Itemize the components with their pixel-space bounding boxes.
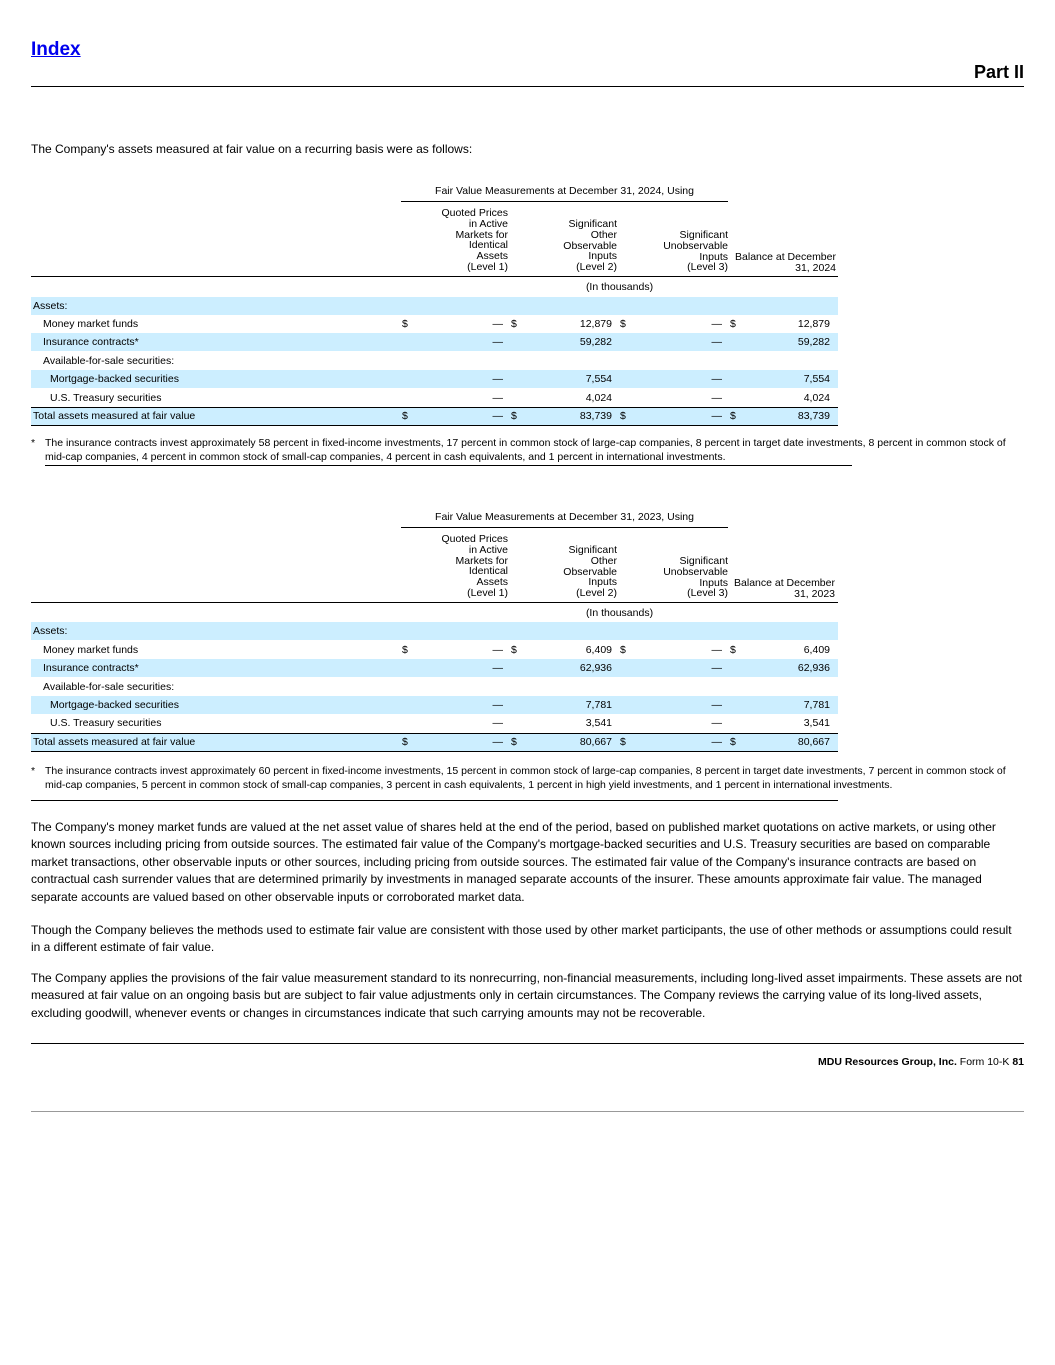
paragraph-valuation: The Company's money market funds are valued at the net asset value of shares held at the end of the period, based on published market quotations on active markets, or using other known sources including pricing from outside sources. The estimated fair value of the Company's mortgage-backed securities and U.S. Treasury securities are based on comparable market transactions, other observable inputs or other sources, including pricing from outside sources. The estimated fair value of the Company's insurance contracts are based on contractual cash surrender values that are determined primarily by investments in managed separate accounts of the insurer. These amounts approximate fair value. The managed separate accounts are valued based on other observable inputs or corroborated market data. bbox=[31, 820, 996, 904]
units-label: (In thousands) bbox=[585, 281, 654, 293]
col-header-level2: Significant Other Observable Inputs (Level 2) bbox=[563, 544, 617, 600]
table-row-total: Total assets measured at fair value $ — $ 83,739 $ — $ 83,739 bbox=[31, 407, 838, 426]
page-number: 81 bbox=[1012, 1056, 1024, 1068]
col-header-balance: Balance at December 31, 2024 bbox=[735, 251, 836, 274]
col-header-balance: Balance at December 31, 2023 bbox=[734, 577, 835, 600]
footnote-2024: * The insurance contracts invest approximately 58 percent in fixed-income investments, 17 percent in common stock of large-cap companies, 8 percent in target date investments, 8 percent in common stock of mid-cap companies, 4 percent in common stock of small-cap companies, 4 percent in cash equivalents, and 1 percent in international investments. bbox=[31, 437, 1006, 463]
part-heading: Part II bbox=[973, 62, 1024, 82]
col-header-level3: Significant Unobservable Inputs (Level 3) bbox=[663, 555, 728, 600]
col-header-level1: Quoted Prices in Active Markets for Identical Assets (Level 1) bbox=[441, 207, 508, 273]
paragraph-methods: Though the Company believes the methods used to estimate fair value are consistent with those used by other market participants, the use of other methods or assumptions could result in a different estimate of fair value. bbox=[31, 923, 1012, 955]
col-header-level3: Significant Unobservable Inputs (Level 3) bbox=[663, 229, 728, 274]
header-rule bbox=[31, 276, 838, 277]
header-rule bbox=[31, 602, 838, 603]
units-label: (In thousands) bbox=[585, 607, 654, 619]
header-rule bbox=[31, 86, 1024, 87]
footer-form: Form 10-K bbox=[959, 1056, 1010, 1068]
table-row: Available-for-sale securities: bbox=[43, 355, 175, 367]
table-row: Money market funds $ — $ 6,409 $ — $ 6,409 bbox=[43, 644, 830, 656]
table-using-heading: Fair Value Measurements at December 31, 2023, Using bbox=[401, 511, 728, 528]
paragraph-nonrecurring: The Company applies the provisions of the fair value measurement standard to its nonrecurring, non-financial measurements, including long-lived asset impairments. These assets are not measured at fair value on an ongoing basis but are subject to fair value adjustments only in certain circumstances. The Company reviews the carrying value of its long-lived assets, excluding goodwill, whenever events or changes in circumstances indicate that such carrying amounts may not be recoverable. bbox=[31, 971, 1022, 1020]
table-row: Mortgage-backed securities — 7,781 — 7,781 bbox=[31, 696, 838, 714]
col-header-level2: Significant Other Observable Inputs (Level 2) bbox=[563, 218, 617, 274]
page-footer bbox=[818, 1056, 1024, 1068]
table-row: Mortgage-backed securities — 7,554 — 7,554 bbox=[31, 370, 838, 388]
table-row: Assets: bbox=[31, 297, 838, 315]
footer-rule bbox=[31, 1043, 1024, 1044]
table-row: Assets: bbox=[31, 622, 838, 640]
table-row: Money market funds $ — $ 12,879 $ — $ 12,879 bbox=[43, 318, 830, 330]
table-using-heading: Fair Value Measurements at December 31, 2024, Using bbox=[401, 185, 728, 202]
table-row-total: Total assets measured at fair value $ — $ 80,667 $ — $ 80,667 bbox=[31, 733, 838, 752]
table-row: Insurance contracts* — 62,936 — 62,936 bbox=[31, 659, 838, 677]
index-link[interactable]: Index bbox=[31, 39, 81, 60]
intro-text: The Company's assets measured at fair value on a recurring basis were as follows: bbox=[31, 142, 473, 156]
footnote-rule bbox=[45, 465, 852, 466]
footnote-2023: * The insurance contracts invest approximately 60 percent in fixed-income investments, 15 percent in common stock of large-cap companies, 8 percent in target date investments, 7 percent in common stock of mid-cap companies, 5 percent in common stock of small-cap companies, 3 percent in cash equivalents, 1 percent in high yield investments, and 1 percent in international investments. bbox=[31, 765, 1006, 791]
col-header-level1: Quoted Prices in Active Markets for Identical Assets (Level 1) bbox=[441, 533, 508, 599]
table-row: U.S. Treasury securities — 3,541 — 3,541 bbox=[50, 717, 830, 729]
table-row: Insurance contracts* — 59,282 — 59,282 bbox=[31, 333, 838, 351]
table-row: U.S. Treasury securities — 4,024 — 4,024 bbox=[50, 392, 830, 404]
table-row: Available-for-sale securities: bbox=[43, 681, 175, 693]
page-bottom-rule bbox=[31, 1111, 1024, 1112]
footer-company: MDU Resources Group, Inc. bbox=[818, 1056, 957, 1068]
footnote-rule bbox=[31, 800, 838, 801]
fair-value-table-2024 bbox=[31, 185, 838, 430]
fair-value-table-2023 bbox=[31, 511, 838, 756]
